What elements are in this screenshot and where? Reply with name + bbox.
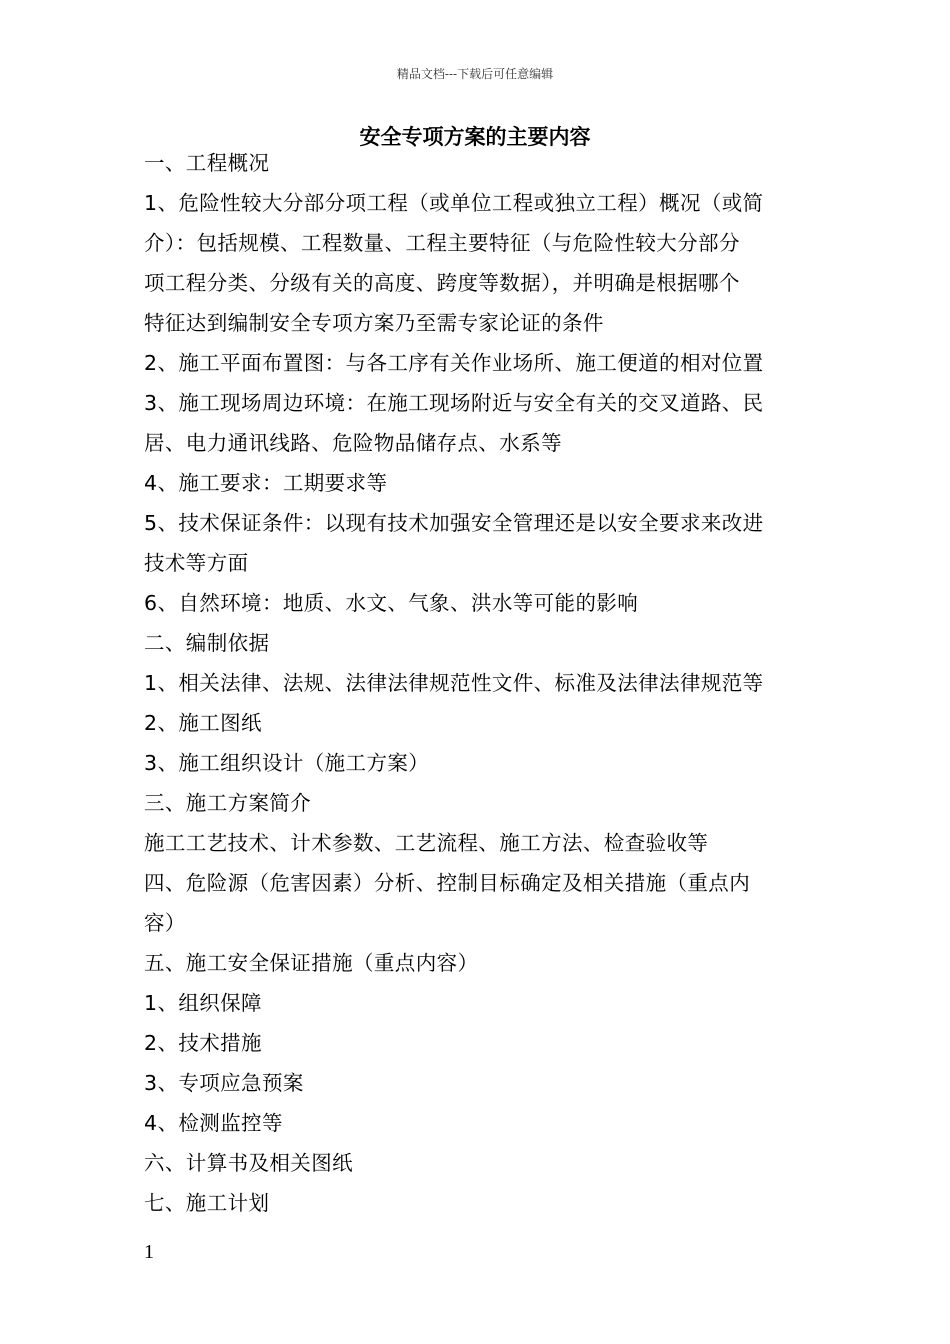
page-number: 1 bbox=[144, 1241, 154, 1263]
header-note: 精品文档---下载后可任意编辑 bbox=[396, 67, 554, 81]
body-line: 容） bbox=[144, 911, 186, 935]
body-line: 介）：包括规模、工程数量、工程主要特征（与危险性较大分部分 bbox=[144, 231, 740, 255]
body-line: 4、施工要求：工期要求等 bbox=[144, 471, 388, 495]
body-line: 1、危险性较大分部分项工程（或单位工程或独立工程）概况（或简 bbox=[144, 191, 764, 215]
body-line: 1、相关法律、法规、法律法律规范性文件、标准及法律法律规范等 bbox=[144, 671, 764, 695]
body-line: 3、施工组织设计（施工方案） bbox=[144, 751, 430, 775]
body-line: 3、专项应急预案 bbox=[144, 1071, 304, 1095]
section-heading-basis: 二、编制依据 bbox=[144, 631, 270, 655]
body-line: 特征达到编制安全专项方案乃至需专家论证的条件 bbox=[144, 311, 604, 335]
body-line: 6、自然环境：地质、水文、气象、洪水等可能的影响 bbox=[144, 591, 639, 615]
body-line: 项工程分类、分级有关的高度、跨度等数据），并明确是根据哪个 bbox=[144, 271, 740, 295]
document-title: 安全专项方案的主要内容 bbox=[359, 125, 591, 149]
document-body bbox=[144, 143, 820, 1223]
body-line: 2、施工图纸 bbox=[144, 711, 262, 735]
body-line: 居、电力通讯线路、危险物品储存点、水系等 bbox=[144, 431, 562, 455]
body-line: 5、技术保证条件：以现有技术加强安全管理还是以安全要求来改进 bbox=[144, 511, 764, 535]
section-heading-hazard-analysis: 四、危险源（危害因素）分析、控制目标确定及相关措施（重点内 bbox=[144, 871, 751, 895]
section-heading-calculations: 六、计算书及相关图纸 bbox=[144, 1151, 353, 1175]
body-line: 技术等方面 bbox=[144, 551, 249, 575]
section-heading-safety-measures: 五、施工安全保证措施（重点内容） bbox=[144, 951, 479, 975]
section-heading-plan-summary: 三、施工方案简介 bbox=[144, 791, 312, 815]
body-line: 4、检测监控等 bbox=[144, 1111, 283, 1135]
section-heading-schedule: 七、施工计划 bbox=[144, 1191, 270, 1215]
section-heading-overview: 一、工程概况 bbox=[144, 151, 270, 175]
body-line: 2、技术措施 bbox=[144, 1031, 262, 1055]
body-line: 3、施工现场周边环境：在施工现场附近与安全有关的交叉道路、民 bbox=[144, 391, 764, 415]
body-line: 施工工艺技术、计术参数、工艺流程、施工方法、检查验收等 bbox=[144, 831, 709, 855]
body-line: 1、组织保障 bbox=[144, 991, 262, 1015]
body-line: 2、施工平面布置图：与各工序有关作业场所、施工便道的相对位置 bbox=[144, 351, 764, 375]
